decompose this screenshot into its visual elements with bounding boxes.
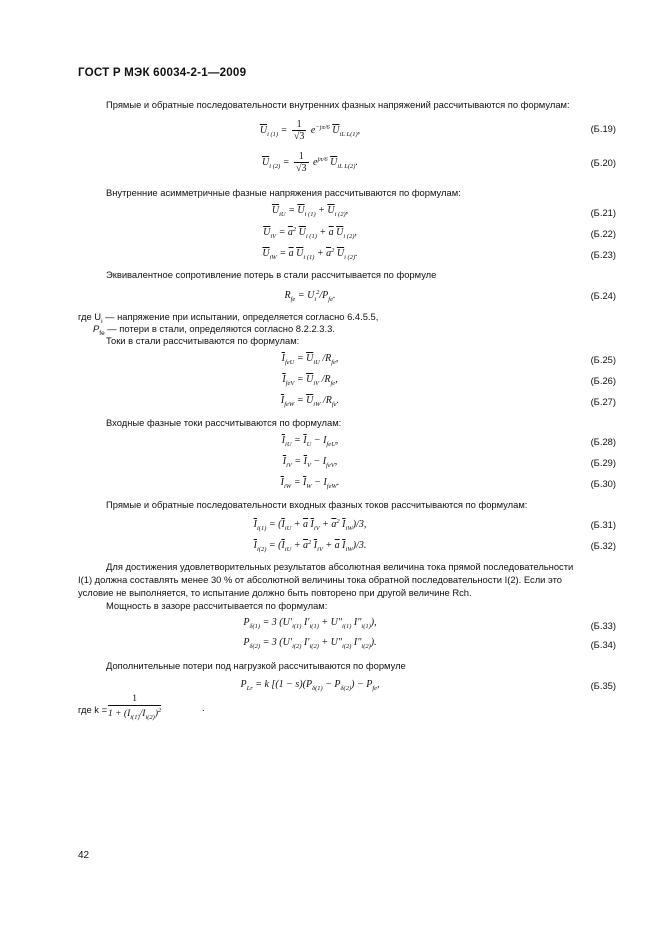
equation-number-b23: (Б.23) — [590, 249, 616, 260]
equation-b31: $\overline{I}_{i(1)} = (\overline{I}_{iU} + \overline{a}$ $\overline{I}_{iV} + \overline{a}^2$ $\overline{I}_{iW})/3$, — [253, 518, 367, 532]
equation-b34: $P_{\delta(2)} = 3$ ($U'_{i(2)}$ $I'_{i(2)} + U''_{i(2)}$ $I''_{i(2)}$). — [243, 637, 377, 650]
equation-number-b34: (Б.34) — [590, 639, 616, 650]
equation-number-b31: (Б.31) — [590, 519, 616, 530]
definition-k-period: . — [202, 703, 205, 714]
equation-b27: $\overline{I}_{feW} = \overline{U}_{iW}$ $/R_{fe}$. — [280, 395, 340, 408]
equation-number-b21: (Б.21) — [590, 207, 616, 218]
equation-number-b25: (Б.25) — [590, 354, 616, 365]
equation-number-b24: (Б.24) — [590, 290, 616, 301]
paragraph-asymmetric-voltages: Внутренние асимметричные фазные напряжения рассчитываются по формулам: — [106, 187, 461, 198]
equation-number-b20: (Б.20) — [590, 157, 616, 168]
paragraph-current-sequences: Прямые и обратные последовательности входных фазных токов рассчитываются по формулам: — [106, 499, 528, 510]
equation-b23: $\overline{U}_{iW} = \overline{a}$ $\overline{U}_{i (1)} + \overline{a}^2$ $\overline{U}_{i (2)}$. — [262, 247, 358, 261]
page-number: 42 — [78, 850, 90, 861]
equation-number-b32: (Б.32) — [590, 540, 616, 551]
equation-number-b28: (Б.28) — [590, 436, 616, 447]
equation-b35: $P_{Lr} = k$ [$(1 - s)(P_{\delta(1)} - P_{\delta(2)}) - P_{fe}$, — [240, 679, 380, 692]
equation-b30: $\overline{I}_{iW} = \overline{I}_W - I_{feW}$. — [280, 477, 340, 490]
equation-b29: $\overline{I}_{iV} = \overline{I}_V - I_{feV}$, — [282, 456, 338, 469]
definition-k-label: где k = — [78, 704, 108, 715]
equation-number-b22: (Б.22) — [590, 228, 616, 239]
equation-b33: $P_{\delta(1)} = 3$ ($U'_{i(1)}$ $I'_{i(1)} + U''_{i(1)}$ $I''_{i(1)}$), — [243, 617, 377, 630]
equation-number-b26: (Б.26) — [590, 375, 616, 386]
paragraph-input-currents: Входные фазные токи рассчитываются по формулам: — [106, 417, 342, 428]
document-header: ГОСТ Р МЭК 60034-2-1—2009 — [78, 66, 247, 79]
paragraph-accuracy-condition: Для достижения удовлетворительных результатов абсолютная величина тока прямой последовательности I(1) должна составлять менее 30 % от абсолютной величины тока обратной последовательности I(2). Если это условие не выполняется, то испытание должно быть повторено при другой величине Rch. — [78, 561, 574, 598]
paragraph-voltage-sequences: Прямые и обратные последовательности внутренних фазных напряжений рассчитываются по формулам: — [106, 99, 570, 110]
paragraph-iron-currents: Токи в стали рассчитываются по формулам: — [106, 335, 300, 346]
equation-b25: $\overline{I}_{feU} = \overline{U}_{iU}$ $/R_{fe}$, — [281, 353, 339, 366]
equation-b32: $\overline{I}_{i(2)} = (\overline{I}_{iU} + \overline{a}^2$ $\overline{I}_{iV} + \overline{a}$ $\overline{I}_{iW})/3$. — [253, 539, 367, 553]
equation-number-b29: (Б.29) — [590, 457, 616, 468]
definition-k-formula: 1 $1 + (I_{i(1)}/I_{i(2)})^2$ — [108, 694, 162, 721]
equation-b24: $R_{fe} = U_i^2/P_{fe}$. — [284, 289, 336, 303]
paragraph-iron-loss-resistance: Эквивалентное сопротивление потерь в стали рассчитывается по формуле — [106, 269, 437, 280]
definition-ui: где $U_i$ — напряжение при испытании, определяется согласно 6.4.5.5, — [78, 311, 379, 325]
equation-b21: $\overline{U}_{iU} = \overline{U}_{i (1)} + \overline{U}_{i (2)}$, — [271, 205, 349, 218]
definition-pfe: $P_{fe}$ — потери в стали, определяются согласно 8.2.2.3.3. — [93, 323, 335, 337]
equation-b20: $\overline{U}_{i (2)}$ = $\frac{1}{√3}$ $e^{j\pi/6}$ $\overline{U}_{iL L(2)}$. — [262, 151, 358, 174]
equation-b28: $\overline{I}_{iU} = \overline{I}_U - I_{feU}$, — [281, 435, 339, 448]
equation-number-b33: (Б.33) — [590, 620, 616, 631]
equation-number-b30: (Б.30) — [590, 478, 616, 489]
equation-number-b35: (Б.35) — [590, 680, 616, 691]
equation-number-b27: (Б.27) — [590, 396, 616, 407]
equation-number-b19: (Б.19) — [590, 123, 616, 134]
equation-b26: $\overline{I}_{feV} = \overline{U}_{iV}$ $/R_{fe}$, — [282, 374, 338, 387]
paragraph-airgap-power: Мощность в зазоре рассчитывается по формулам: — [106, 600, 328, 611]
equation-b19: $\overline{U}_{i (1)}$ = $\frac{1}{√3}$ $e^{-j\pi/6}$ $\overline{U}_{iL L(1)}$, — [259, 119, 361, 142]
equation-b22: $\overline{U}_{iV} = \overline{a}^2$ $\overline{U}_{i (1)} + \overline{a}$ $\overline{U}_{i (2)}$, — [263, 226, 357, 240]
paragraph-additional-losses: Дополнительные потери под нагрузкой рассчитываются по формуле — [106, 660, 406, 671]
